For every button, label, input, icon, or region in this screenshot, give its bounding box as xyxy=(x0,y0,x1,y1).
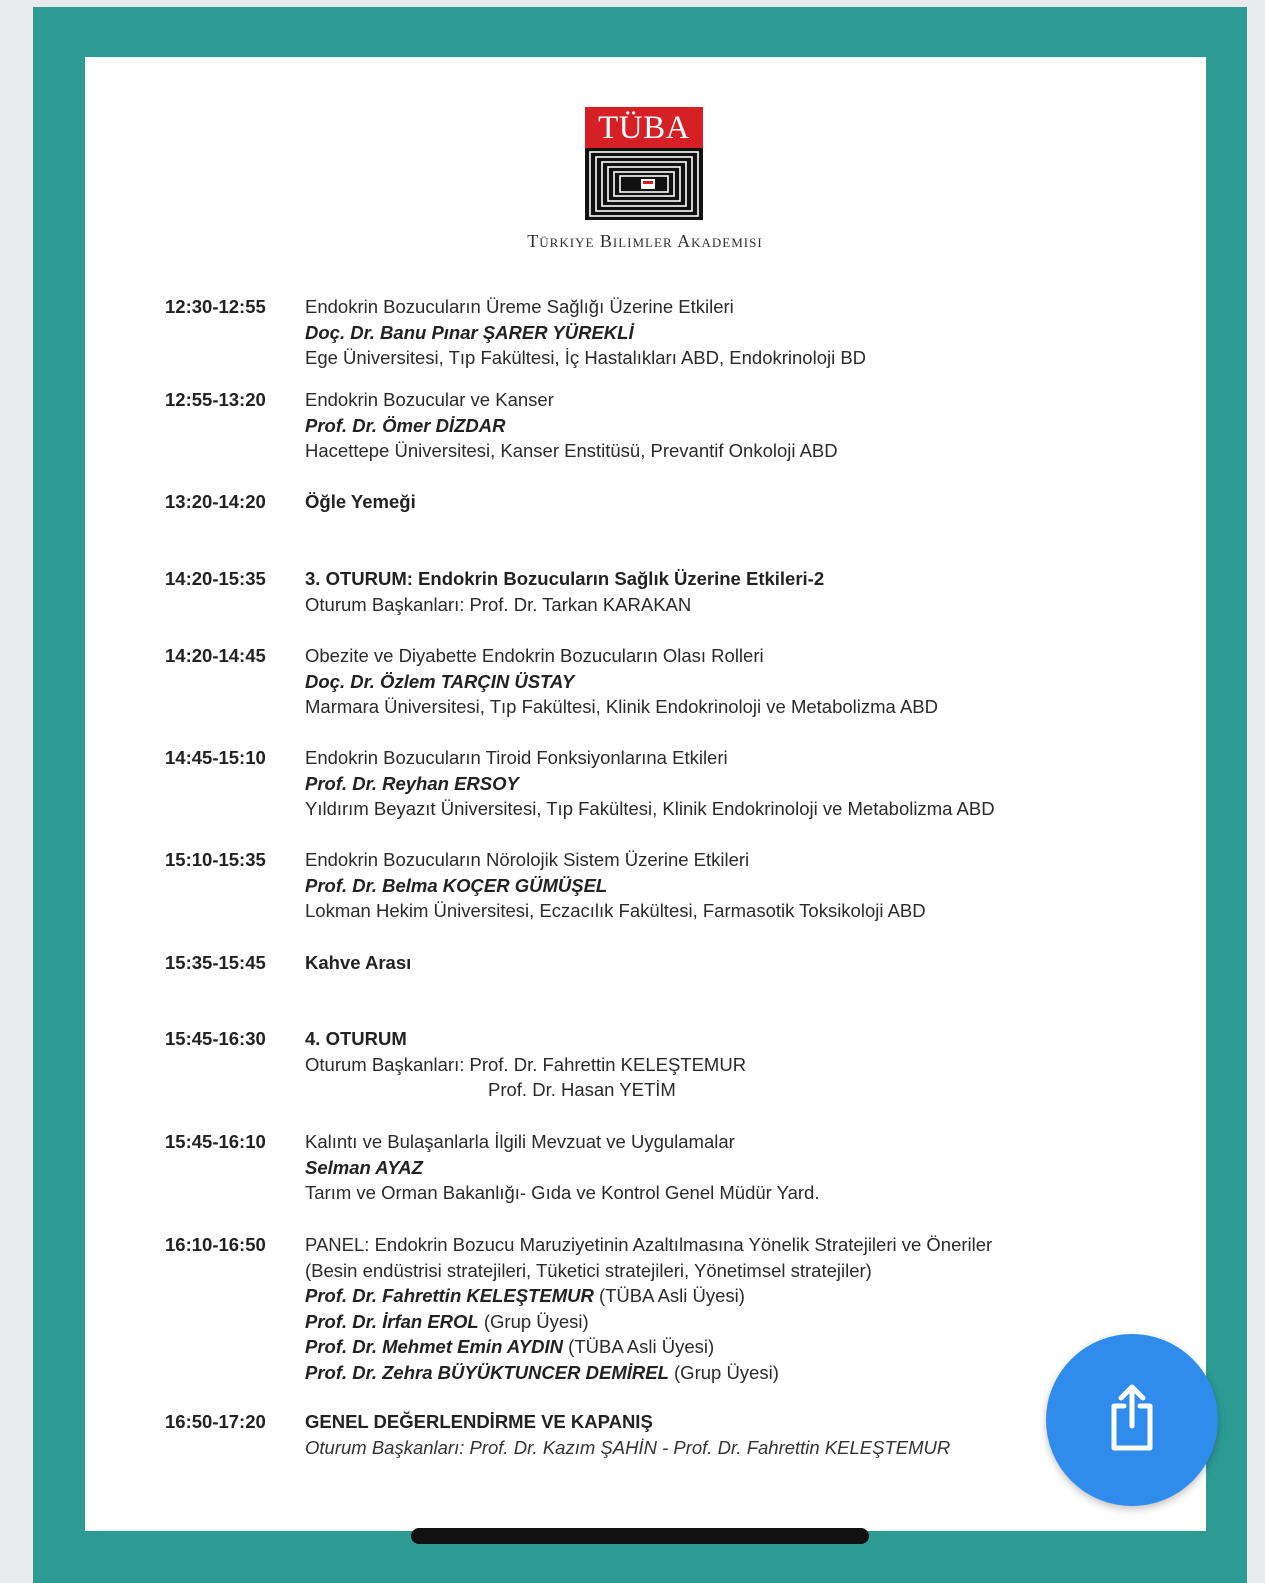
entry-title: Endokrin Bozucuların Tiroid Fonksiyonlarına Etkileri xyxy=(305,747,728,768)
entry-title: Öğle Yemeği xyxy=(305,491,416,512)
panelist-name: Prof. Dr. Fahrettin KELEŞTEMUR xyxy=(305,1285,594,1306)
entry-time: 16:10-16:50 xyxy=(165,1234,266,1255)
entry-time: 14:45-15:10 xyxy=(165,747,266,768)
session-title: 4. OTURUM xyxy=(305,1028,407,1049)
entry-speaker: Selman AYAZ xyxy=(305,1156,423,1178)
share-button[interactable] xyxy=(1046,1334,1218,1506)
org-name: Türkiye Bilimler Akademisi xyxy=(527,231,763,251)
entry-time: 16:50-17:20 xyxy=(165,1411,266,1432)
panelist-name: Prof. Dr. Mehmet Emin AYDIN xyxy=(305,1336,564,1357)
session-chairs: Oturum Başkanları: Prof. Dr. Fahrettin KELEŞTEMUR xyxy=(305,1053,747,1075)
panelist-role: (TÜBA Asli Üyesi) xyxy=(598,1285,745,1306)
panel-title: PANEL: Endokrin Bozucu Maruziyetinin Azaltılmasına Yönelik Stratejileri ve Öneriler xyxy=(305,1234,993,1255)
entry-title: Kahve Arası xyxy=(305,952,412,973)
entry-time: 15:10-15:35 xyxy=(165,849,266,870)
entry-title: Endokrin Bozucuların Nörolojik Sistem Üzerine Etkileri xyxy=(305,849,750,870)
session-title: 3. OTURUM: Endokrin Bozucuların Sağlık Üzerine Etkileri-2 xyxy=(305,568,825,589)
session-title: GENEL DEĞERLENDİRME VE KAPANIŞ xyxy=(305,1411,653,1432)
panelist xyxy=(305,1360,1135,1386)
session-chairs: Oturum Başkanları: Prof. Dr. Kazım ŞAHİN - Prof. Dr. Fahrettin KELEŞTEMUR xyxy=(305,1436,951,1458)
panelist xyxy=(305,1309,1135,1335)
entry-time: 15:35-15:45 xyxy=(165,952,266,973)
entry-affiliation: Hacettepe Üniversitesi, Kanser Enstitüsü, Prevantif Onkoloji ABD xyxy=(305,440,838,461)
session-chairs-second: Prof. Dr. Hasan YETİM xyxy=(488,1079,676,1100)
home-indicator[interactable] xyxy=(411,1528,869,1544)
entry-time: 12:55-13:20 xyxy=(165,389,266,410)
entry-time: 14:20-14:45 xyxy=(165,645,266,666)
entry-speaker: Doç. Dr. Banu Pınar ŞARER YÜREKLİ xyxy=(305,321,634,343)
entry-affiliation: Yıldırım Beyazıt Üniversitesi, Tıp Fakültesi, Klinik Endokrinoloji ve Metabolizma ABD xyxy=(305,798,995,819)
entry-affiliation: Ege Üniversitesi, Tıp Fakültesi, İç Hastalıkları ABD, Endokrinoloji BD xyxy=(305,347,867,368)
entry-title: Endokrin Bozucuların Üreme Sağlığı Üzerine Etkileri xyxy=(305,296,734,317)
entry-title: Endokrin Bozucular ve Kanser xyxy=(305,389,554,410)
entry-time: 15:45-16:10 xyxy=(165,1131,266,1152)
entry-title: Obezite ve Diyabette Endokrin Bozucuların Olası Rolleri xyxy=(305,645,764,666)
panelist-name: Prof. Dr. İrfan EROL xyxy=(305,1310,479,1332)
panelist-role: (TÜBA Asli Üyesi) xyxy=(568,1336,715,1357)
entry-speaker: Doç. Dr. Özlem TARÇIN ÜSTAY xyxy=(305,670,575,692)
entry-time: 14:20-15:35 xyxy=(165,568,266,589)
entry-affiliation: Lokman Hekim Üniversitesi, Eczacılık Fakültesi, Farmasotik Toksikoloji ABD xyxy=(305,900,926,921)
panelist-role: (Grup Üyesi) xyxy=(483,1310,589,1332)
entry-time: 13:20-14:20 xyxy=(165,491,266,512)
panelist-role: (Grup Üyesi) xyxy=(674,1361,779,1383)
share-icon xyxy=(1102,1382,1162,1454)
logo-text: TÜBA xyxy=(585,107,703,148)
entry-speaker: Prof. Dr. Reyhan ERSOY xyxy=(305,772,519,794)
logo-square-emblem xyxy=(585,148,703,220)
entry-affiliation: Tarım ve Orman Bakanlığı- Gıda ve Kontrol Genel Müdür Yard. xyxy=(305,1182,820,1203)
entry-speaker: Prof. Dr. Ömer DİZDAR xyxy=(305,414,506,436)
entry-time: 12:30-12:55 xyxy=(165,296,266,317)
entry-affiliation: Marmara Üniversitesi, Tıp Fakültesi, Klinik Endokrinoloji ve Metabolizma ABD xyxy=(305,696,939,717)
panel-subtitle: (Besin endüstrisi stratejileri, Tüketici stratejileri, Yönetimsel stratejiler) xyxy=(305,1259,872,1281)
panelist-name: Prof. Dr. Zehra BÜYÜKTUNCER DEMİREL xyxy=(305,1361,669,1383)
entry-speaker: Prof. Dr. Belma KOÇER GÜMÜŞEL xyxy=(305,874,608,896)
panelist xyxy=(305,1283,1135,1309)
panelist xyxy=(305,1334,1135,1360)
entry-title: Kalıntı ve Bulaşanlarla İlgili Mevzuat ve Uygulamalar xyxy=(305,1131,735,1152)
session-chairs: Oturum Başkanları: Prof. Dr. Tarkan KARAKAN xyxy=(305,593,692,615)
entry-time: 15:45-16:30 xyxy=(165,1028,266,1049)
tuba-logo xyxy=(585,107,705,220)
